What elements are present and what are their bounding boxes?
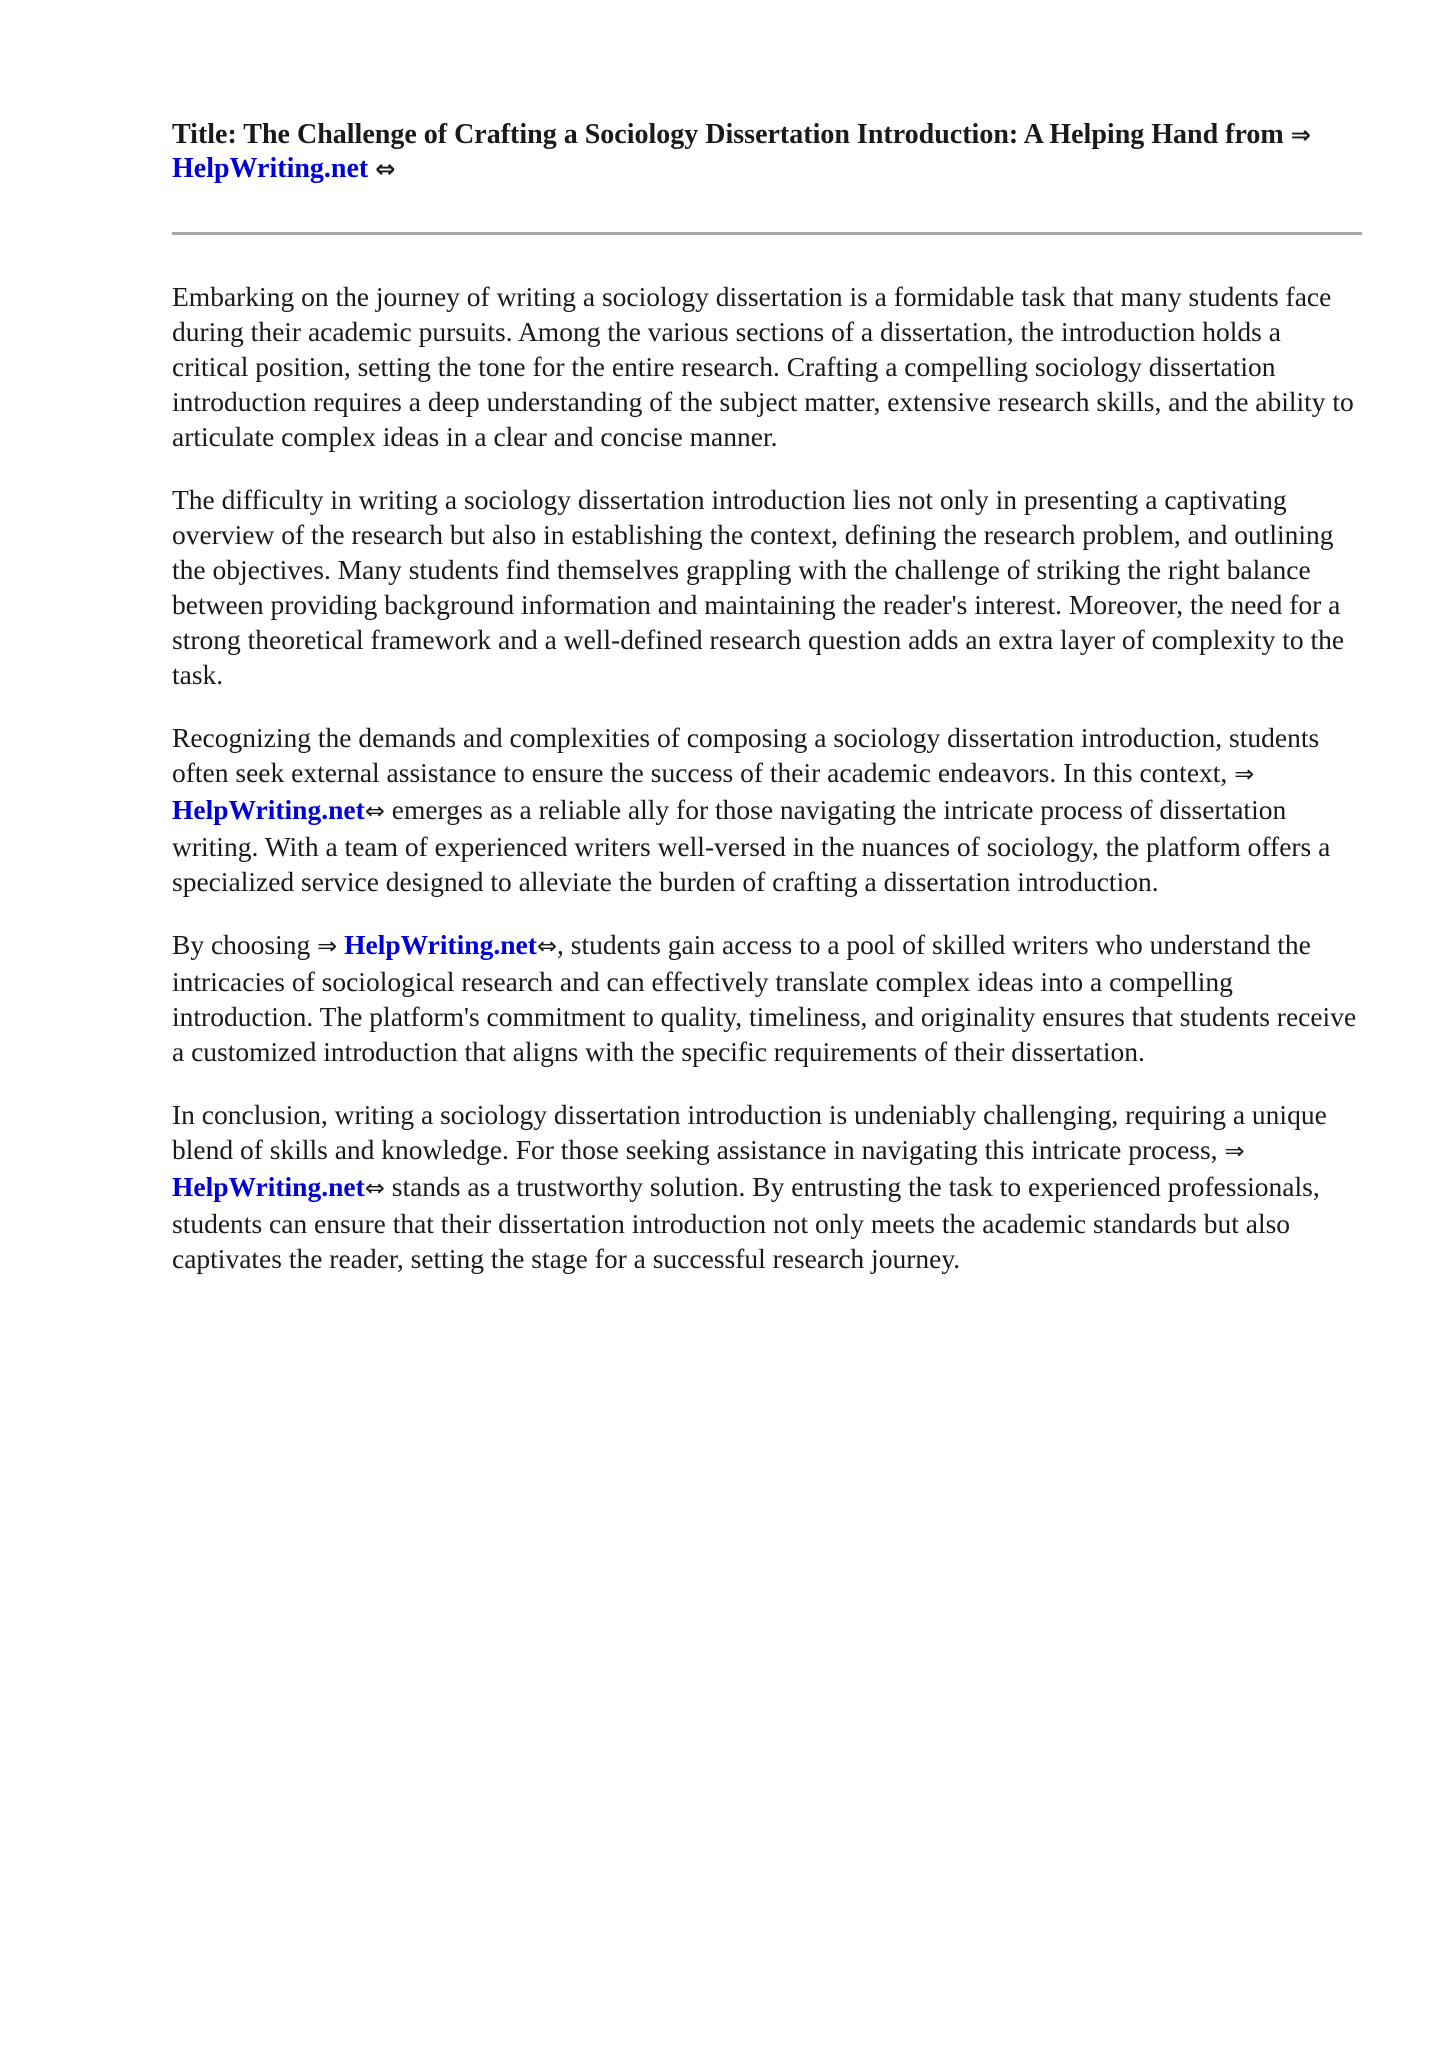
document-title — [172, 118, 1362, 186]
horizontal-rule — [172, 232, 1362, 235]
left-right-arrow-icon: ⇔ — [364, 797, 385, 825]
paragraph-text: , students gain access to a pool of skilled writers who understand the intricacies of sociological research and can effectively translate complex ideas into a compelling introduction. The platform's commitment to quality, timeliness, and originality ensures that students receive a customized introduction that aligns with the specific requirements of their dissertation. — [172, 929, 1357, 1067]
paragraph-text: By choosing — [172, 929, 318, 960]
helpwriting-link[interactable]: HelpWriting.net — [172, 153, 369, 184]
paragraph-1 — [172, 279, 1362, 454]
paragraph-text: Recognizing the demands and complexities of composing a sociology dissertation introduction, students often seek external assistance to ensure the success of their academic endeavors. In this context, — [172, 722, 1320, 788]
helpwriting-link[interactable]: HelpWriting.net — [172, 794, 365, 825]
paragraph-text: emerges as a reliable ally for those navigating the intricate process of dissertation writing. With a team of experienced writers well-versed in the nuances of sociology, the platform offers a specialized service designed to alleviate the burden of crafting a dissertation introduction. — [172, 794, 1331, 897]
document-page — [172, 118, 1362, 1304]
paragraph-3 — [172, 720, 1362, 899]
paragraph-text: In conclusion, writing a sociology dissertation introduction is undeniably challenging, requiring a unique blend of skills and knowledge. For those seeking assistance in navigating this intricate process, — [172, 1099, 1327, 1165]
right-arrow-icon: ⇒ — [1224, 1137, 1245, 1165]
helpwriting-link[interactable]: HelpWriting.net — [172, 1171, 365, 1202]
paragraph-text: stands as a trustworthy solution. By entrusting the task to experienced professionals, students can ensure that their dissertation introduction not only meets the academic standards but also captivates the reader, setting the stage for a successful research journey. — [172, 1171, 1320, 1274]
paragraph-5 — [172, 1097, 1362, 1276]
left-right-arrow-icon: ⇔ — [364, 1174, 385, 1202]
title-text: Title: The Challenge of Crafting a Sociology Dissertation Introduction: A Helping Hand from — [172, 119, 1291, 150]
right-arrow-icon: ⇒ — [1234, 760, 1255, 788]
right-arrow-icon: ⇒ — [1290, 121, 1311, 149]
paragraph-4 — [172, 927, 1362, 1069]
right-arrow-icon: ⇒ — [317, 932, 338, 960]
left-right-arrow-icon: ⇔ — [375, 155, 396, 183]
paragraph-text: Embarking on the journey of writing a sociology dissertation is a formidable task that many students face during their academic pursuits. Among the various sections of a dissertation, the introduction holds a critical position, setting the tone for the entire research. Crafting a compelling sociology dissertation introduction requires a deep understanding of the subject matter, extensive research skills, and the ability to articulate complex ideas in a clear and concise manner. — [172, 281, 1354, 452]
helpwriting-link[interactable]: HelpWriting.net — [344, 929, 537, 960]
document-body — [172, 279, 1362, 1276]
paragraph-2 — [172, 482, 1362, 692]
paragraph-text: The difficulty in writing a sociology dissertation introduction lies not only in presenting a captivating overview of the research but also in establishing the context, defining the research problem, and outlining the objectives. Many students find themselves grappling with the challenge of striking the right balance between providing background information and maintaining the reader's interest. Moreover, the need for a strong theoretical framework and a well-defined research question adds an extra layer of complexity to the task. — [172, 484, 1345, 690]
left-right-arrow-icon: ⇔ — [536, 932, 557, 960]
